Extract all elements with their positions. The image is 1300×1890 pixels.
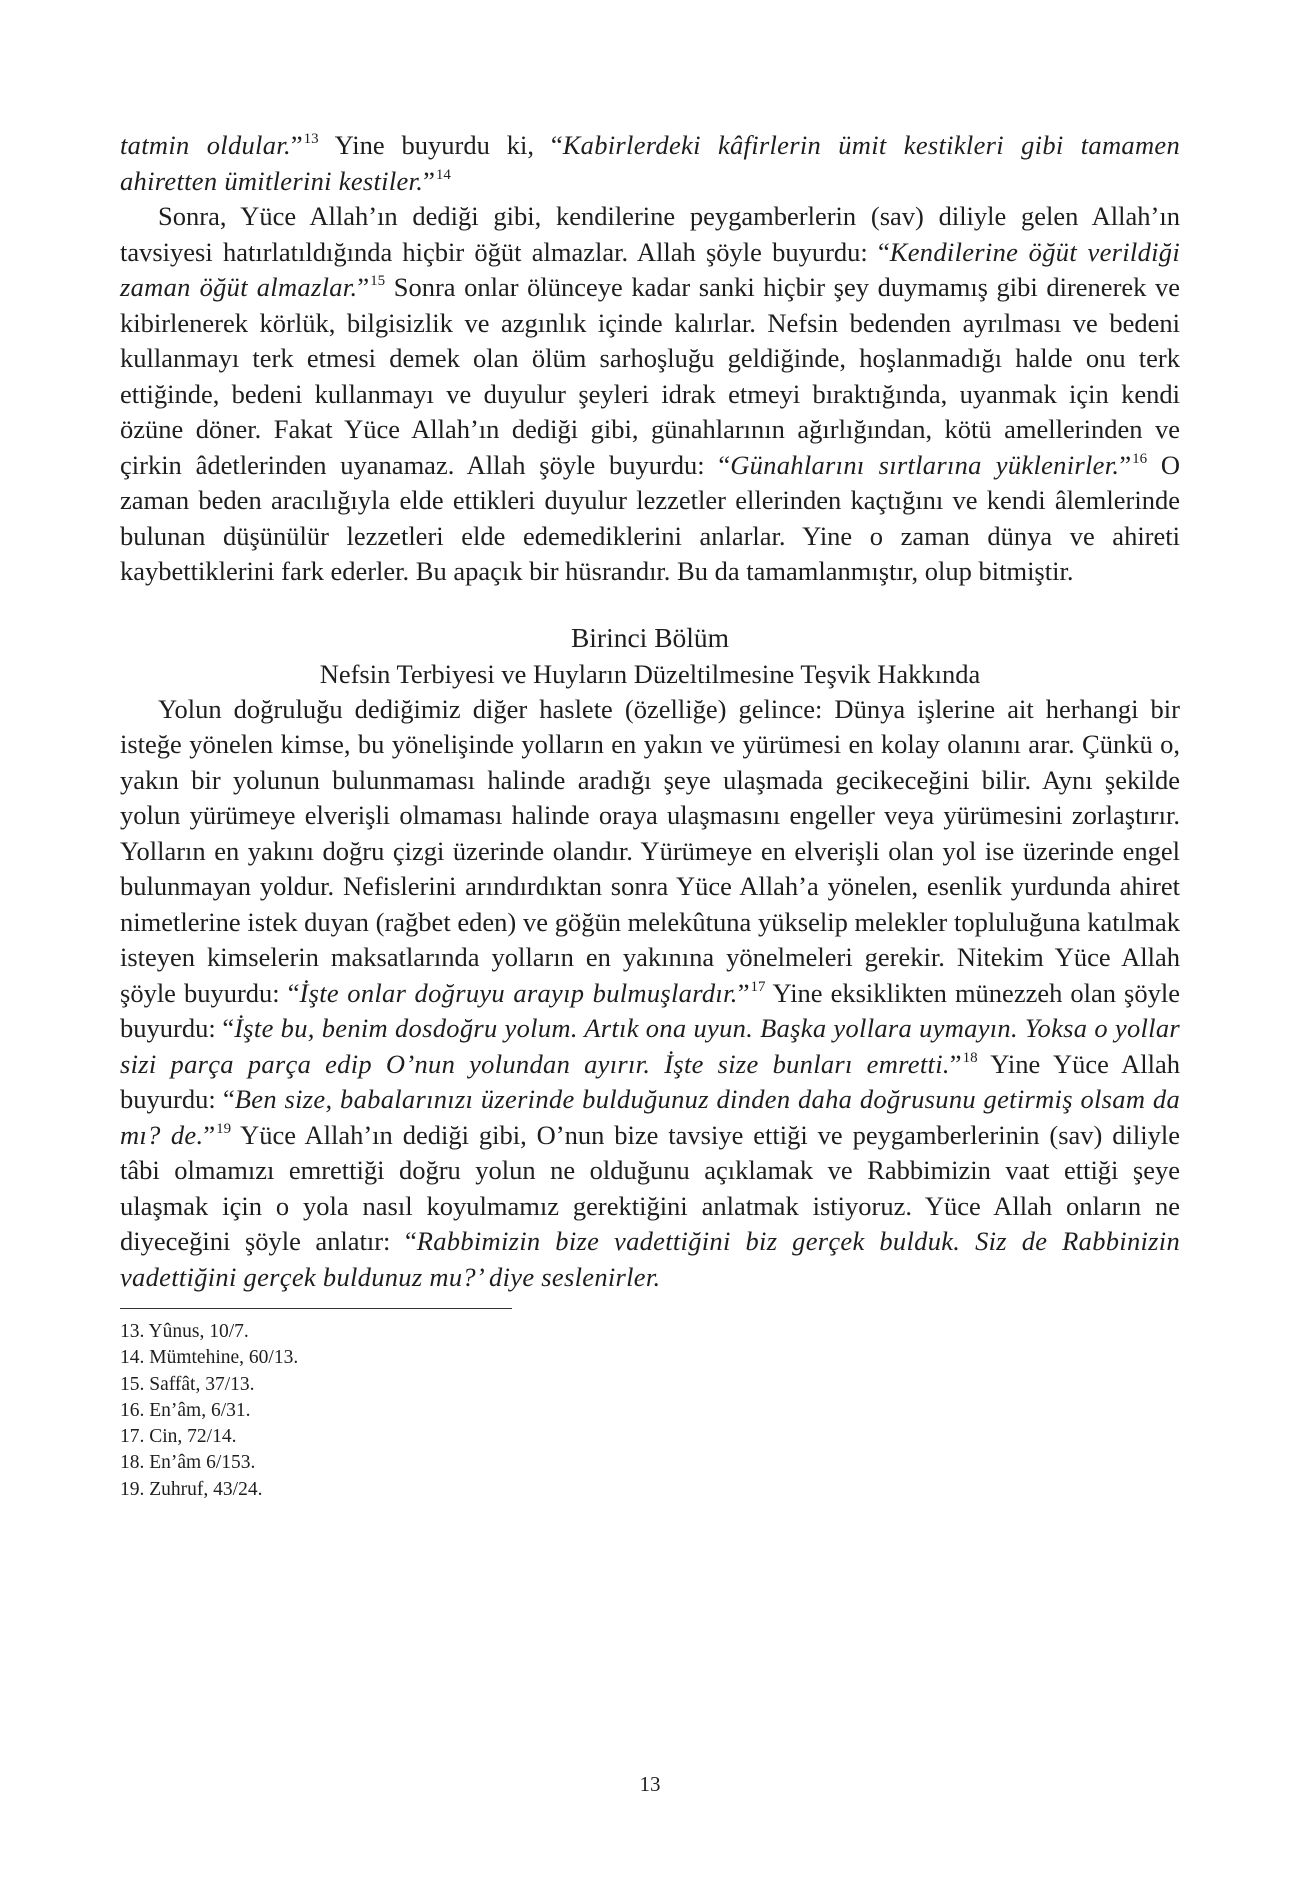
footnote-ref: 16 — [1132, 450, 1148, 467]
text-run: Yine buyurdu ki, “ — [318, 130, 563, 160]
text-run: Yüce Allah’ın dediği gibi, O’nun bize tavsiye ettiği ve peygamberlerinin (sav) diliyle tâbi olmamızı emrettiği doğru yolun ne olduğunu açıklamak ve Rabbimizin vaat ettiği şeye ulaşmak için o yola nasıl koyulmamız gerektiğini anlatmak istiyoruz. Yüce Allah onların ne diyeceğini şöyle anlatır: “ — [120, 1119, 1180, 1256]
footnote-ref: 18 — [962, 1049, 978, 1066]
footnote-ref: 17 — [750, 978, 766, 995]
section-title: Birinci Bölüm — [570, 621, 730, 653]
text-run: ” — [949, 1048, 962, 1079]
body-text-section — [120, 692, 1180, 1296]
footnote-ref: 14 — [435, 166, 451, 183]
footnotes — [120, 1319, 1180, 1503]
paragraph — [120, 199, 1180, 590]
quote-text: İşte onlar doğruyu arayıp bulmuşlardır. — [299, 977, 738, 1008]
page-body — [120, 128, 1180, 1503]
footnote-ref: 19 — [216, 1120, 232, 1137]
footnote-divider — [120, 1308, 512, 1309]
text-run: Sonra, Yüce Allah’ın dediği gibi, kendilerine peygamberlerin (sav) diliyle gelen Allah’ın tavsiyesi hatırlatıldığında hiçbir öğüt almazlar. Allah şöyle buyurdu: “ — [120, 201, 1180, 267]
footnote: 14. Mümtehine, 60/13. — [120, 1347, 299, 1369]
footnote-ref: 15 — [370, 273, 386, 289]
footnote: 15. Saffât, 37/13. — [120, 1373, 255, 1395]
section-subtitle: Nefsin Terbiyesi ve Huyların Düzeltilmesine Teşvik Hakkında — [319, 658, 981, 689]
section-heading — [120, 620, 1180, 692]
footnote: 18. En’âm 6/153. — [120, 1452, 256, 1474]
footnote: 19. Zuhruf, 43/24. — [120, 1478, 263, 1500]
text-run: ” — [737, 977, 750, 1008]
quote-text: Günahlarını sırtlarına yüklenirler. — [730, 449, 1120, 480]
text-run: ” — [357, 272, 370, 302]
text-run: Sonra onlar ölünceye kadar sanki hiçbir şey duymamış gibi direnerek ve kibirlenerek körlük, bilgisizlik ve azgınlık içinde kalırlar. Nefsin bedenden ayrılması ve bedeni kullanmayı terk etmesi demek olan ölüm sarhoşluğu geldiğinde, hoşlanmadığı halde onu terk ettiğinde, bedeni kullanmayı ve duyulur şeyleri idrak etmeyi bıraktığında, uyanmak için kendi özüne döner. Fakat Yüce Allah’ın dediği gibi, günahlarının ağırlığından, kötü amellerinden ve çirkin âdetlerinden uyanamaz. Allah şöyle buyurdu: “ — [120, 272, 1180, 480]
paragraph — [120, 692, 1180, 1296]
text-run: ” — [290, 130, 303, 160]
footnote-ref: 13 — [303, 131, 319, 147]
footnote: 13. Yûnus, 10/7. — [120, 1321, 249, 1342]
quote-text: Ben size, babalarınızı üzerinde bulduğunuz dinden daha doğrusunu getirmiş olsam da mı? de. — [120, 1084, 1180, 1150]
quote-text: Rabbimizin bize vadettiğini biz gerçek bulduk. Siz de Rabbinizin vadettiğini gerçek buldunuz mu?’ diye seslenirler. — [120, 1226, 1181, 1292]
page-number: 13 — [639, 1772, 661, 1796]
text-run: ” — [423, 165, 435, 196]
footnote: 16. En’âm, 6/31. — [120, 1399, 251, 1421]
text-run: ” — [1119, 449, 1132, 480]
quote-text: İşte bu, benim dosdoğru yolum. Artık ona uyun. Başka yollara uymayın. Yoksa o yollar sizi parça parça edip O’nun yolundan ayırır. İşte size bunları emretti. — [120, 1013, 1181, 1079]
text-run: ” — [203, 1119, 216, 1150]
quote-text: tatmin oldular. — [120, 130, 291, 160]
paragraph — [120, 128, 1180, 199]
text-run: O zaman beden aracılığıyla elde ettikleri duyulur lezzetler ellerinden kaçtığını ve kendi âlemlerinde bulunan düşünülür lezzetleri elde edemediklerini anlarlar. Yine o zaman dünya ve ahireti kaybettiklerini fark ederler. Bu apaçık bir hüsrandır. Bu da tamamlanmıştır, olup bitmiştir. — [120, 449, 1181, 586]
body-text-top — [120, 128, 1180, 590]
text-run: Yine Yüce Allah buyurdu: “ — [120, 1048, 1180, 1114]
quote-text: Kendilerine öğüt verildiği zaman öğüt almazlar. — [120, 236, 1180, 302]
footnote: 17. Cin, 72/14. — [120, 1426, 237, 1448]
text-run: Yolun doğruluğu dediğimiz diğer haslete (özelliğe) gelince: Dünya işlerine ait herhangi bir isteğe yönelen kimse, bu yönelişinde yolların en yakın ve yürümesi en kolay olanını arar. Çünkü o, yakın bir yolunun bulunmaması halinde aradığı şeye ulaşmada gecikeceğini bilir. Aynı şekilde yolun yürümeye elverişli olmaması halinde oraya ulaşmasını engeller veya yürümesini zorlaştırır. Yolların en yakını doğru çizgi üzerinde olandır. Yürümeye en elverişli olan yol ise üzerinde engel bulunmayan yoldur. Nefislerini arındırdıktan sonra Yüce Allah’a yönelen, esenlik yurdunda ahiret nimetlerine istek duyan (rağbet eden) ve göğün melekûtuna yükselip melekler topluluğuna katılmak isteyen kimselerin maksatlarında yolların en yakınına yönelmeleri gerekir. Nitekim Yüce Allah şöyle buyurdu: “ — [120, 693, 1180, 1008]
quote-text: Kabirlerdeki kâfirlerin ümit kestikleri gibi tamamen ahiretten ümitlerini kestiler. — [120, 130, 1181, 196]
text-run: Yine eksiklikten münezzeh olan şöyle buyurdu: “ — [120, 977, 1180, 1043]
